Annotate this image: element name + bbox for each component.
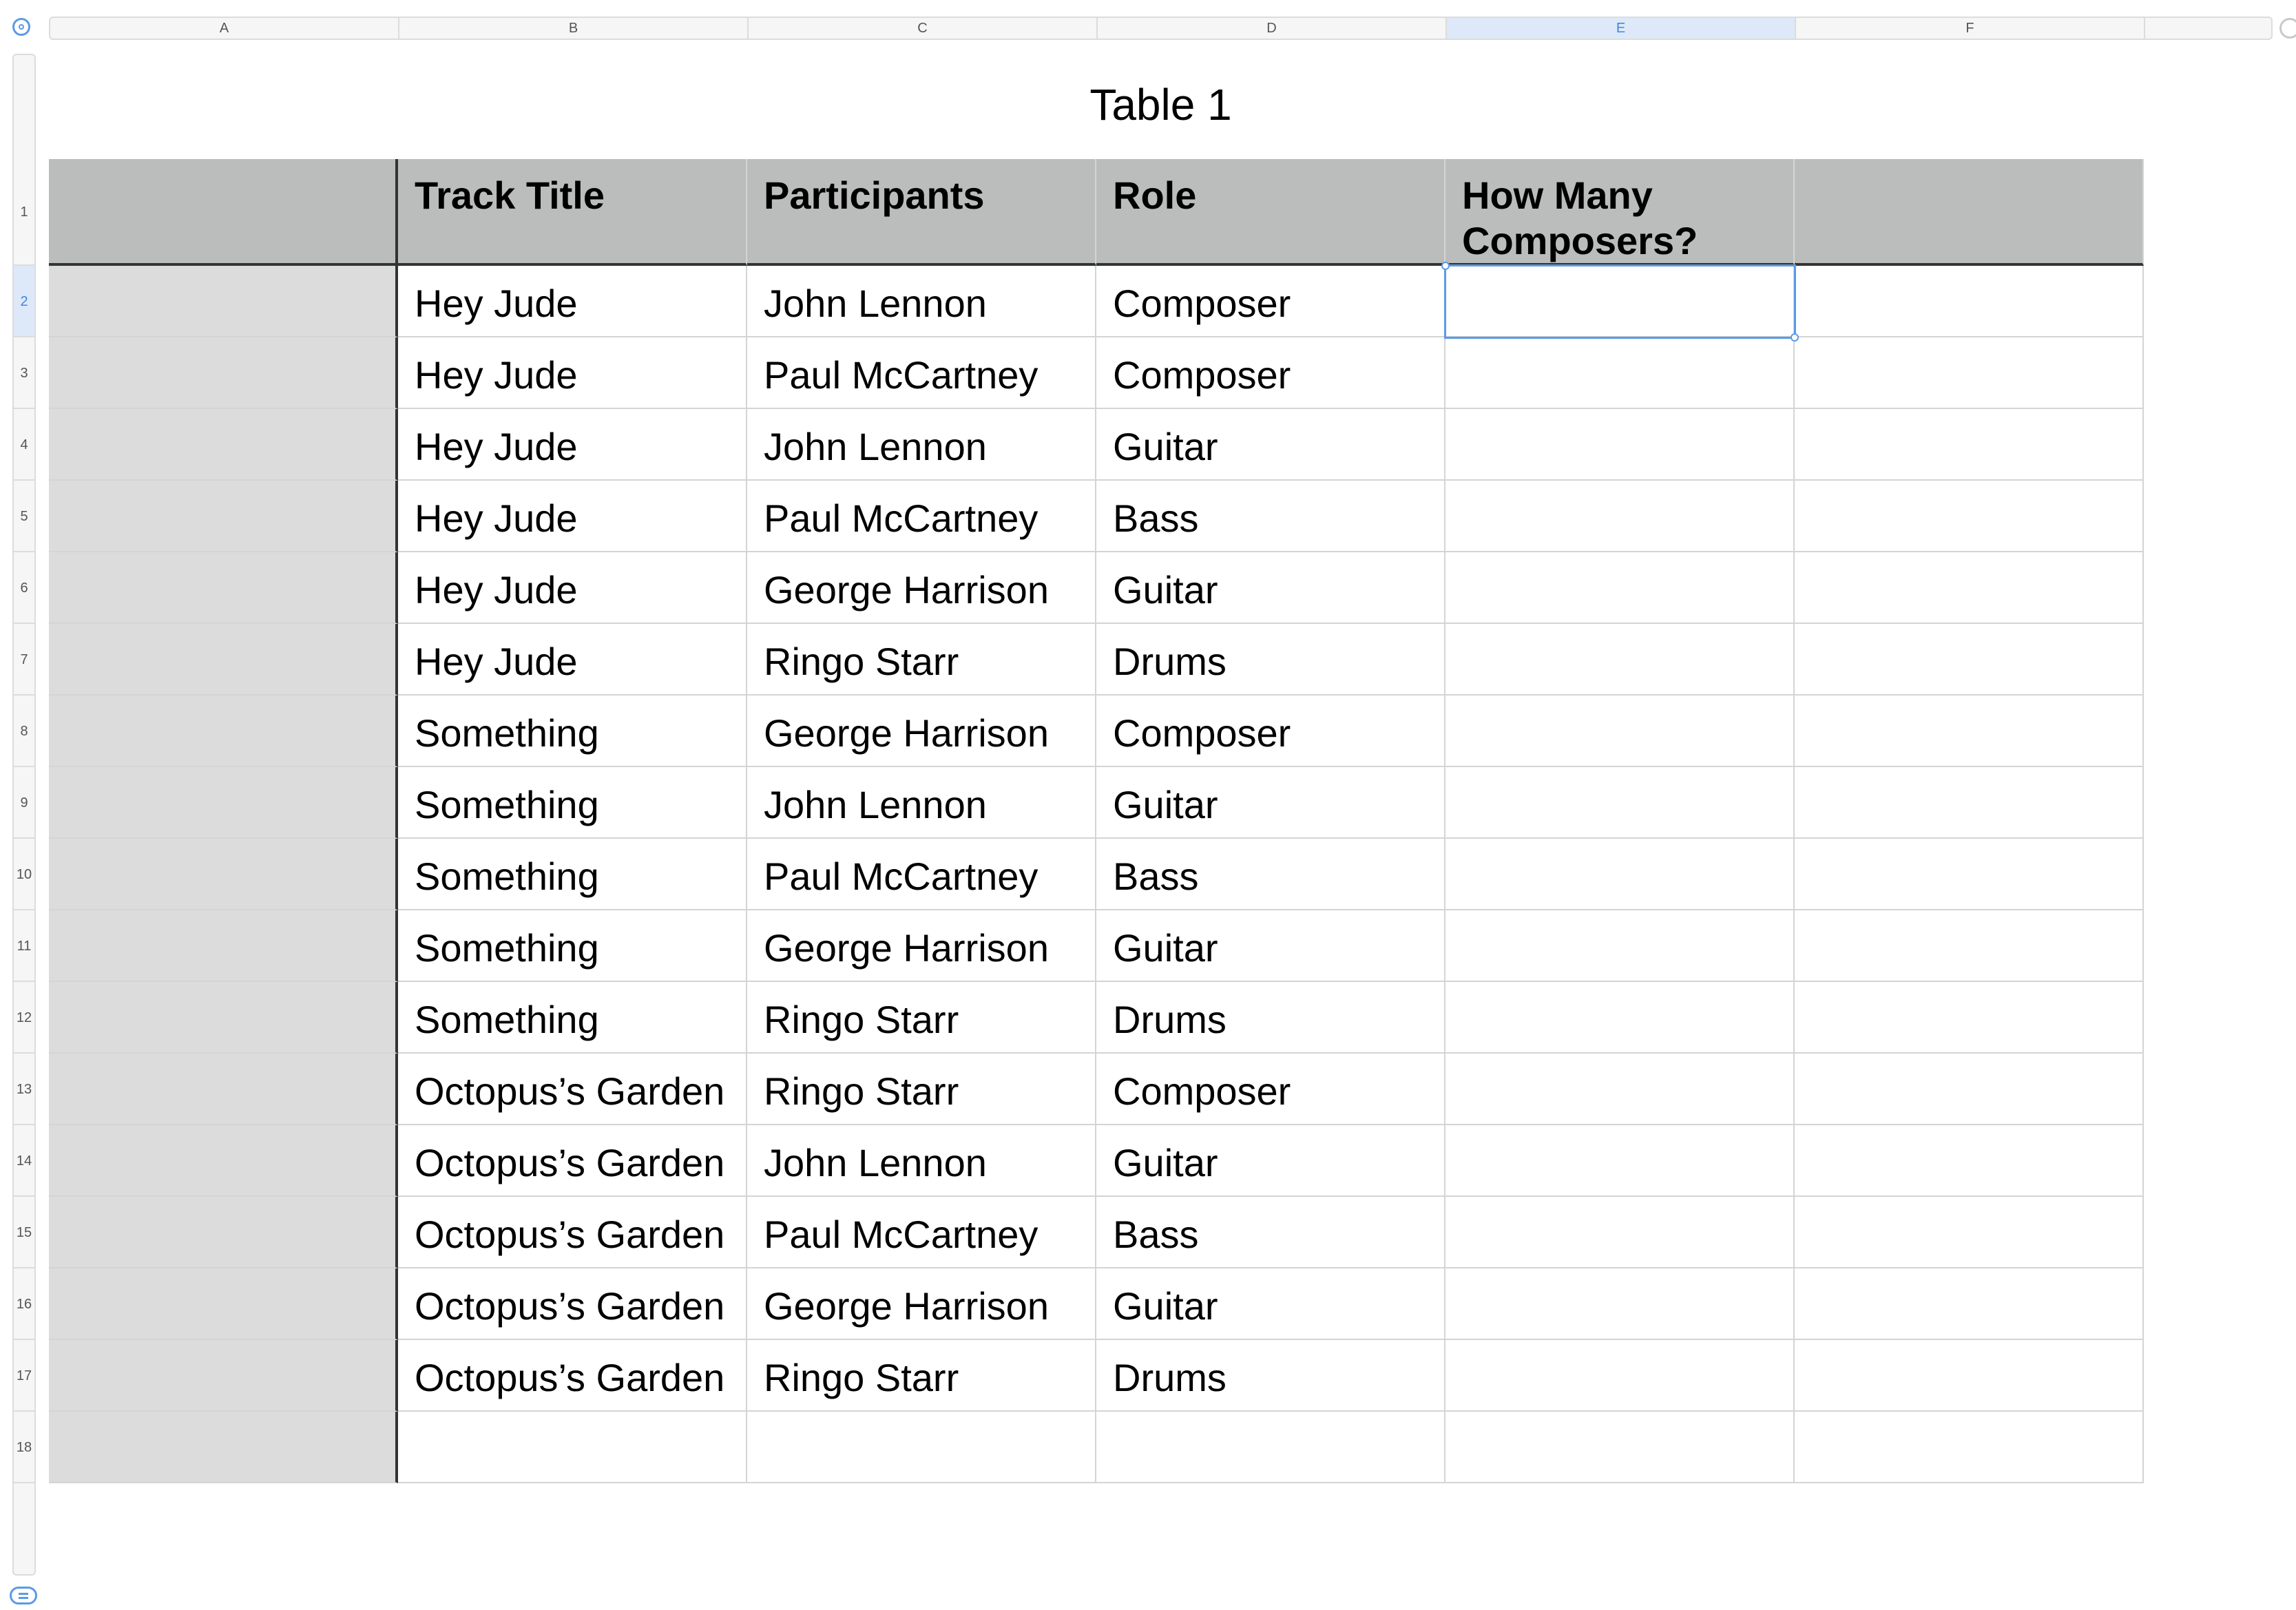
table-cell[interactable] — [1446, 839, 1795, 910]
column-header-d[interactable]: D — [1098, 18, 1447, 39]
row-header-13[interactable]: 13 — [14, 1054, 34, 1125]
table-cell[interactable] — [1446, 910, 1795, 982]
row-header-9[interactable]: 9 — [14, 767, 34, 839]
column-header-bar — [49, 17, 2273, 40]
table-cell[interactable] — [1446, 624, 1795, 696]
table-cell[interactable]: John Lennon — [747, 266, 1096, 337]
table-cell[interactable]: Drums — [1096, 624, 1446, 696]
table-cell[interactable]: George Harrison — [747, 696, 1096, 767]
row-header-14[interactable]: 14 — [14, 1125, 34, 1197]
header-cell[interactable]: Track Title — [398, 159, 747, 266]
table-cell[interactable]: Bass — [1096, 839, 1446, 910]
table-cell[interactable]: Octopus’s Garden — [398, 1197, 747, 1268]
table-cell[interactable]: Guitar — [1096, 1125, 1446, 1197]
table-cell[interactable] — [747, 1412, 1096, 1483]
table-cell[interactable] — [1795, 409, 2144, 481]
table-cell[interactable]: Bass — [1096, 1197, 1446, 1268]
table-cell[interactable] — [1795, 552, 2144, 624]
table-cell[interactable] — [1446, 1197, 1795, 1268]
row-header-11[interactable]: 11 — [14, 910, 34, 982]
table-cell[interactable] — [49, 552, 398, 624]
table-cell[interactable]: Something — [398, 839, 747, 910]
row-header-3[interactable]: 3 — [14, 337, 34, 409]
table-cell[interactable] — [1795, 1340, 2144, 1412]
table-cell[interactable] — [398, 1412, 747, 1483]
table-cell[interactable]: Guitar — [1096, 552, 1446, 624]
table-cell[interactable]: Drums — [1096, 982, 1446, 1054]
row-header-1[interactable]: 1 — [14, 159, 34, 266]
table-cell[interactable]: Guitar — [1096, 767, 1446, 839]
table-cell[interactable]: Composer — [1096, 1054, 1446, 1125]
row-header-8[interactable]: 8 — [14, 696, 34, 767]
table-cell[interactable] — [1795, 910, 2144, 982]
table-cell[interactable]: Hey Jude — [398, 409, 747, 481]
table-cell[interactable] — [1446, 767, 1795, 839]
add-row-handle-icon[interactable] — [10, 1587, 37, 1604]
table-cell[interactable]: Paul McCartney — [747, 481, 1096, 552]
selection-handle-icon[interactable] — [1441, 262, 1450, 270]
row-header-17[interactable]: 17 — [14, 1340, 34, 1412]
table-cell[interactable]: Ringo Starr — [747, 982, 1096, 1054]
table-cell[interactable]: Ringo Starr — [747, 1340, 1096, 1412]
row-header-15[interactable]: 15 — [14, 1197, 34, 1268]
table-cell[interactable] — [1795, 1412, 2144, 1483]
table-cell[interactable] — [49, 767, 398, 839]
table-cell[interactable] — [49, 1340, 398, 1412]
column-header-a[interactable]: A — [50, 18, 399, 39]
table-cell[interactable] — [1446, 266, 1795, 337]
table-cell[interactable]: Hey Jude — [398, 624, 747, 696]
row-header-10[interactable]: 10 — [14, 839, 34, 910]
header-cell[interactable] — [1795, 159, 2144, 266]
table-cell[interactable] — [1446, 1340, 1795, 1412]
add-column-handle-icon[interactable] — [2279, 18, 2296, 39]
table-cell[interactable] — [49, 839, 398, 910]
table-cell[interactable] — [1446, 409, 1795, 481]
table-cell[interactable] — [1795, 1197, 2144, 1268]
table-cell[interactable] — [1795, 839, 2144, 910]
table-cell[interactable]: George Harrison — [747, 552, 1096, 624]
table-cell[interactable] — [1446, 552, 1795, 624]
table-cell[interactable] — [49, 1054, 398, 1125]
table-cell[interactable] — [1795, 696, 2144, 767]
table-cell[interactable]: Guitar — [1096, 910, 1446, 982]
table-cell[interactable]: Octopus’s Garden — [398, 1125, 747, 1197]
table-cell[interactable]: Composer — [1096, 266, 1446, 337]
table-cell[interactable]: John Lennon — [747, 1125, 1096, 1197]
table-cell[interactable] — [1446, 696, 1795, 767]
row-header-7[interactable]: 7 — [14, 624, 34, 696]
table-cell[interactable] — [49, 1268, 398, 1340]
table-cell[interactable]: Ringo Starr — [747, 624, 1096, 696]
table-cell[interactable] — [49, 481, 398, 552]
table-cell[interactable] — [49, 696, 398, 767]
header-cell[interactable]: Role — [1096, 159, 1446, 266]
row-header-bar — [12, 54, 36, 1576]
row-header-6[interactable]: 6 — [14, 552, 34, 624]
select-all-icon[interactable] — [12, 18, 30, 36]
column-header-b[interactable]: B — [399, 18, 749, 39]
table-cell[interactable]: Paul McCartney — [747, 839, 1096, 910]
table-cell[interactable]: Bass — [1096, 481, 1446, 552]
table-cell[interactable]: Hey Jude — [398, 552, 747, 624]
table-cell[interactable] — [49, 910, 398, 982]
table-cell[interactable]: George Harrison — [747, 910, 1096, 982]
table-cell[interactable]: Hey Jude — [398, 337, 747, 409]
table-cell[interactable] — [1795, 1125, 2144, 1197]
table-cell[interactable]: Something — [398, 696, 747, 767]
table-cell[interactable]: John Lennon — [747, 767, 1096, 839]
table-cell[interactable]: Paul McCartney — [747, 1197, 1096, 1268]
table-cell[interactable] — [49, 409, 398, 481]
row-header-5[interactable]: 5 — [14, 481, 34, 552]
table-cell[interactable] — [1446, 1125, 1795, 1197]
table-cell[interactable]: Something — [398, 982, 747, 1054]
table-cell[interactable]: Something — [398, 910, 747, 982]
table-cell[interactable]: Guitar — [1096, 409, 1446, 481]
header-cell[interactable]: Participants — [747, 159, 1096, 266]
table-cell[interactable] — [49, 337, 398, 409]
table-cell[interactable]: Paul McCartney — [747, 337, 1096, 409]
table-cell[interactable]: John Lennon — [747, 409, 1096, 481]
table-cell[interactable]: Hey Jude — [398, 266, 747, 337]
table-cell[interactable]: Guitar — [1096, 1268, 1446, 1340]
table-title[interactable]: Table 1 — [1089, 80, 1232, 129]
table-cell[interactable] — [1446, 337, 1795, 409]
table-cell[interactable]: Drums — [1096, 1340, 1446, 1412]
table-cell[interactable]: Composer — [1096, 696, 1446, 767]
table-cell[interactable] — [49, 982, 398, 1054]
header-cell[interactable] — [49, 159, 398, 266]
table-cell[interactable] — [1096, 1412, 1446, 1483]
column-header-e[interactable]: E — [1447, 18, 1796, 39]
table-cell[interactable]: Octopus’s Garden — [398, 1268, 747, 1340]
table-cell[interactable] — [1795, 1268, 2144, 1340]
spreadsheet-grid — [49, 159, 2273, 1574]
table-cell[interactable] — [49, 1412, 398, 1483]
header-cell[interactable]: How Many Composers? — [1446, 159, 1795, 266]
table-cell[interactable]: Hey Jude — [398, 481, 747, 552]
row-header-16[interactable]: 16 — [14, 1268, 34, 1340]
table-cell[interactable] — [1446, 982, 1795, 1054]
table-cell[interactable] — [1795, 767, 2144, 839]
table-cell[interactable] — [1446, 1054, 1795, 1125]
table-cell[interactable]: George Harrison — [747, 1268, 1096, 1340]
row-header-4[interactable]: 4 — [14, 409, 34, 481]
table-cell[interactable]: Octopus’s Garden — [398, 1054, 747, 1125]
table-cell[interactable]: Ringo Starr — [747, 1054, 1096, 1125]
table-cell[interactable] — [1795, 982, 2144, 1054]
table-cell[interactable] — [49, 1197, 398, 1268]
table-cell[interactable] — [1795, 266, 2144, 337]
table-cell[interactable] — [49, 266, 398, 337]
column-header-f[interactable]: F — [1796, 18, 2145, 39]
table-cell[interactable]: Octopus’s Garden — [398, 1340, 747, 1412]
table-cell[interactable]: Something — [398, 767, 747, 839]
table-cell[interactable] — [49, 1125, 398, 1197]
selection-handle-icon[interactable] — [1791, 333, 1799, 342]
table-cell[interactable] — [1795, 1054, 2144, 1125]
table-cell[interactable] — [49, 624, 398, 696]
table-cell[interactable]: Composer — [1096, 337, 1446, 409]
table-cell[interactable] — [1446, 1268, 1795, 1340]
column-header-c[interactable]: C — [749, 18, 1098, 39]
row-header-18[interactable]: 18 — [14, 1412, 34, 1483]
table-cell[interactable] — [1446, 481, 1795, 552]
table-cell[interactable] — [1795, 481, 2144, 552]
table-cell[interactable] — [1795, 337, 2144, 409]
table-cell[interactable] — [1446, 1412, 1795, 1483]
row-header-12[interactable]: 12 — [14, 982, 34, 1054]
table-cell[interactable] — [1795, 624, 2144, 696]
row-header-2[interactable]: 2 — [14, 266, 34, 337]
